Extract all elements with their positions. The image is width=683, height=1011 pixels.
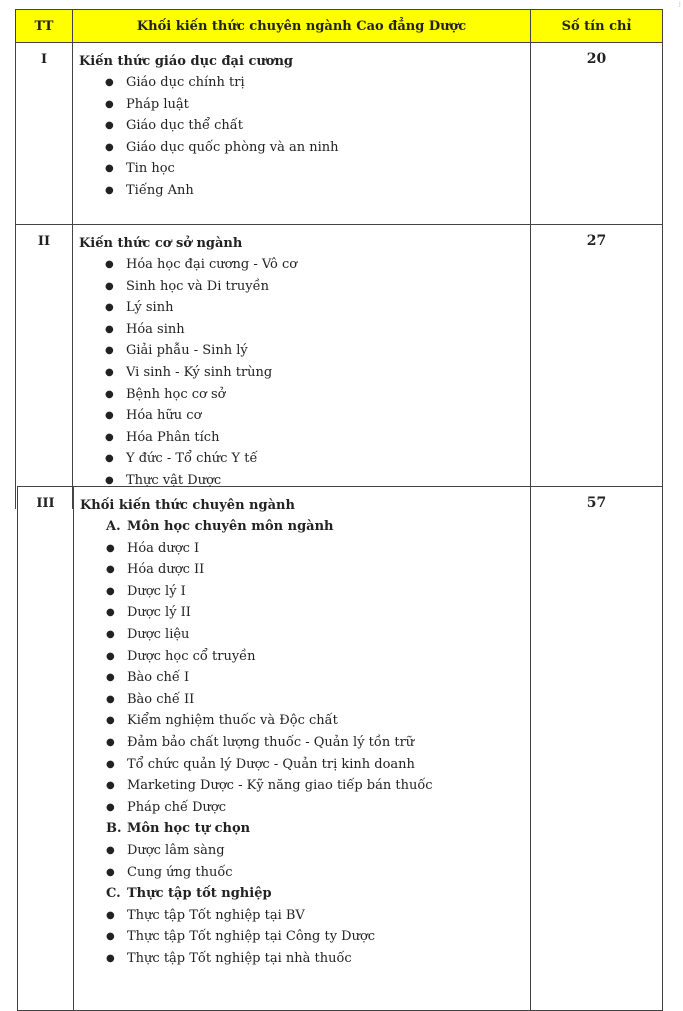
table-row	[18, 487, 663, 1011]
list-item: ● Sinh học và Di truyền	[79, 276, 524, 298]
group-title: Khối kiến thức chuyên ngành	[80, 498, 295, 513]
list-item: ● Hóa học đại cương - Vô cơ	[79, 254, 524, 276]
header-tt: TT	[16, 10, 73, 43]
list-item: ● Marketing Dược - Kỹ năng giao tiếp bán thuốc	[80, 775, 524, 797]
list-item: ● Dược liệu	[80, 624, 524, 646]
list-item: ● Tin học	[79, 158, 524, 180]
curriculum-table-part1	[15, 9, 663, 509]
list-item: ● Dược lý II	[80, 602, 524, 624]
course-list	[79, 72, 524, 202]
list-item: ● Giáo dục quốc phòng và an ninh	[79, 137, 524, 159]
row-content	[74, 487, 531, 1011]
list-item: ● Dược lý I	[80, 581, 524, 603]
corner-resize-icon: ⁞	[678, 0, 681, 9]
list-item: ● Hóa Phân tích	[79, 427, 524, 449]
header-block: Khối kiến thức chuyên ngành Cao đẳng Dược	[73, 10, 531, 43]
list-item: ● Lý sinh	[79, 297, 524, 319]
list-item: ● Bệnh học cơ sở	[79, 384, 524, 406]
section-title-a: A. Môn học chuyên môn ngành	[106, 519, 334, 534]
list-item: ● Giáo dục chính trị	[79, 72, 524, 94]
list-item: ● Hóa dược I	[80, 538, 524, 560]
section-title-c: C. Thực tập tốt nghiệp	[106, 886, 272, 902]
group-title: Kiến thức giáo dục đại cương	[79, 54, 294, 69]
row-credits: 20	[531, 43, 663, 225]
list-item: ● Kiểm nghiệm thuốc và Độc chất	[80, 710, 524, 732]
list-item: ● Thực tập Tốt nghiệp tại nhà thuốc	[80, 948, 524, 970]
course-list	[80, 905, 524, 970]
list-item: ● Bào chế I	[80, 667, 524, 689]
list-item: ● Tổ chức quản lý Dược - Quản trị kinh doanh	[80, 754, 524, 776]
list-item: ● Đảm bảo chất lượng thuốc - Quản lý tồn trữ	[80, 732, 524, 754]
header-row	[16, 10, 663, 43]
table-row	[16, 225, 663, 510]
group-title: Kiến thức cơ sở ngành	[79, 236, 243, 251]
list-item: ● Tiếng Anh	[79, 180, 524, 202]
row-credits: 57	[531, 487, 663, 1011]
list-item: ● Hóa sinh	[79, 319, 524, 341]
list-item: ● Hóa hữu cơ	[79, 405, 524, 427]
curriculum-table-part2	[17, 486, 663, 1011]
list-item: ● Hóa dược II	[80, 559, 524, 581]
list-item: ● Thực vật Dược	[79, 470, 524, 492]
row-credits: 27	[531, 225, 663, 510]
section-title-b: B. Môn học tự chọn	[106, 821, 251, 837]
list-item: ● Giải phẫu - Sinh lý	[79, 340, 524, 362]
list-item: ● Dược học cổ truyền	[80, 646, 524, 668]
list-item: ● Thực tập Tốt nghiệp tại BV	[80, 905, 524, 927]
list-item: ● Pháp luật	[79, 94, 524, 116]
list-item: ● Cung ứng thuốc	[80, 862, 524, 884]
row-tt: III	[18, 487, 74, 1011]
row-content	[73, 225, 531, 510]
list-item: ● Bào chế II	[80, 689, 524, 711]
list-item: ● Y đức - Tổ chức Y tế	[79, 448, 524, 470]
header-credits: Số tín chỉ	[531, 10, 663, 43]
list-item: ● Giáo dục thể chất	[79, 115, 524, 137]
list-item: ● Vi sinh - Ký sinh trùng	[79, 362, 524, 384]
table-row	[16, 43, 663, 225]
course-list	[80, 840, 524, 883]
course-list	[80, 538, 524, 819]
row-tt: II	[16, 225, 73, 510]
course-list	[79, 254, 524, 492]
list-item: ● Thực tập Tốt nghiệp tại Công ty Dược	[80, 926, 524, 948]
list-item: ● Dược lâm sàng	[80, 840, 524, 862]
row-content	[73, 43, 531, 225]
row-tt: I	[16, 43, 73, 225]
list-item: ● Pháp chế Dược	[80, 797, 524, 819]
